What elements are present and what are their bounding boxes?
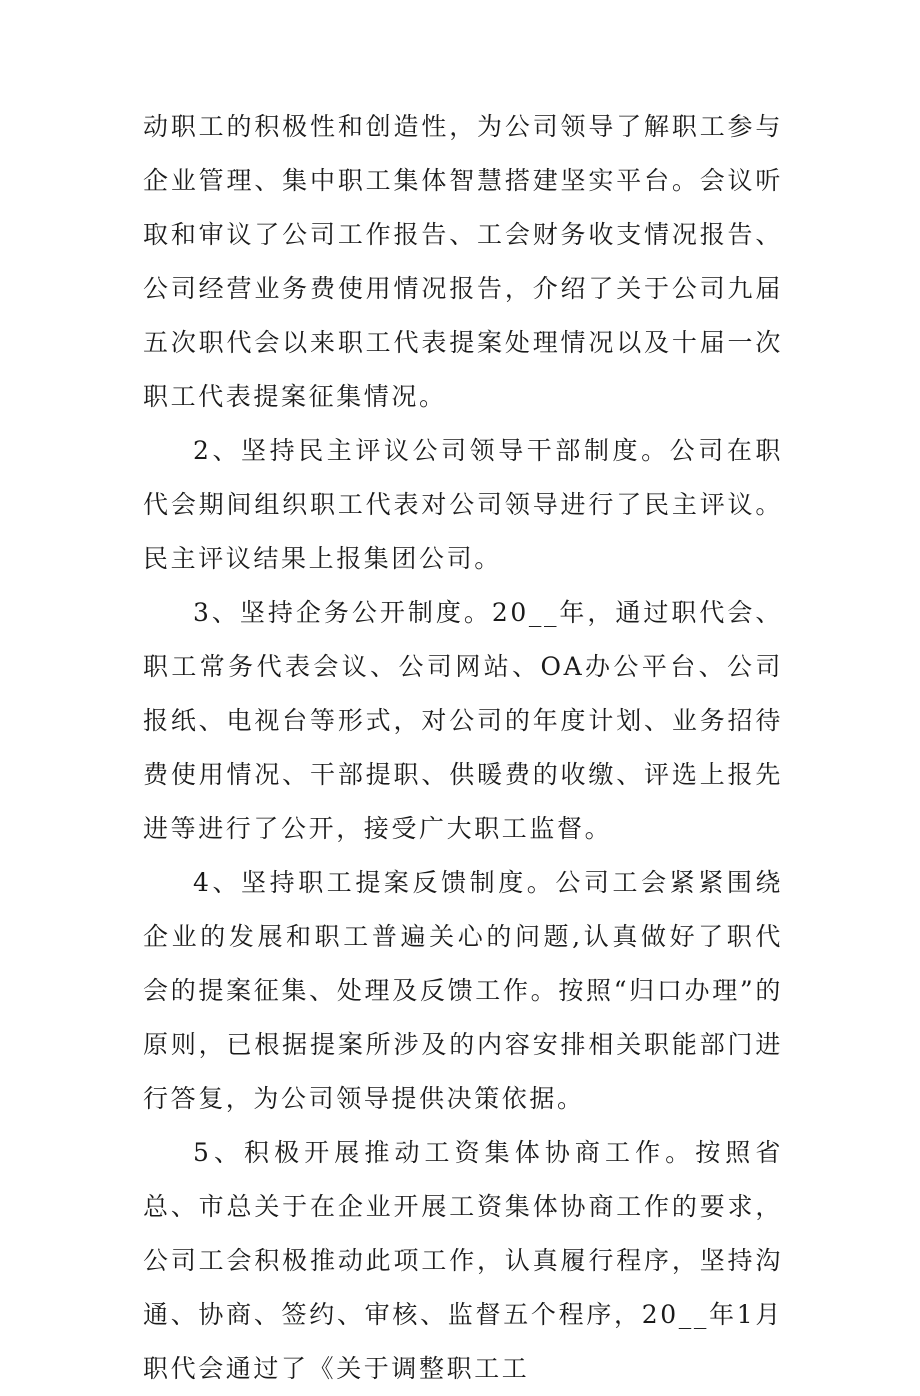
paragraph-item-5: 5、积极开展推动工资集体协商工作。按照省总、市总关于在企业开展工资集体协商工作的要求，公司工会积极推动此项工作，认真履行程序，坚持沟通、协商、签约、审核、监督五个程序，20__年1月职代会通过了《关于调整职工工 <box>143 1138 783 1383</box>
paragraph-item-3: 3、坚持企务公开制度。20__年，通过职代会、职工常务代表会议、公司网站、OA办公平台、公司报纸、电视台等形式，对公司的年度计划、业务招待费使用情况、干部提职、供暖费的收缴、评选上报先进等进行了公开，接受广大职工监督。 <box>143 598 783 843</box>
paragraph-item-4: 4、坚持职工提案反馈制度。公司工会紧紧围绕企业的发展和职工普遍关心的问题,认真做好了职代会的提案征集、处理及反馈工作。按照“归口办理”的原则，已根据提案所涉及的内容安排相关职能部门进行答复，为公司领导提供决策依据。 <box>143 868 783 1113</box>
paragraph-continuation: 动职工的积极性和创造性，为公司领导了解职工参与企业管理、集中职工集体智慧搭建坚实平台。会议听取和审议了公司工作报告、工会财务收支情况报告、公司经营业务费使用情况报告，介绍了关于公司九届五次职代会以来职工代表提案处理情况以及十届一次职工代表提案征集情况。 <box>143 112 783 411</box>
paragraph-item-2: 2、坚持民主评议公司领导干部制度。公司在职代会期间组织职工代表对公司领导进行了民主评议。民主评议结果上报集团公司。 <box>143 436 783 573</box>
document-body <box>143 100 783 1396</box>
